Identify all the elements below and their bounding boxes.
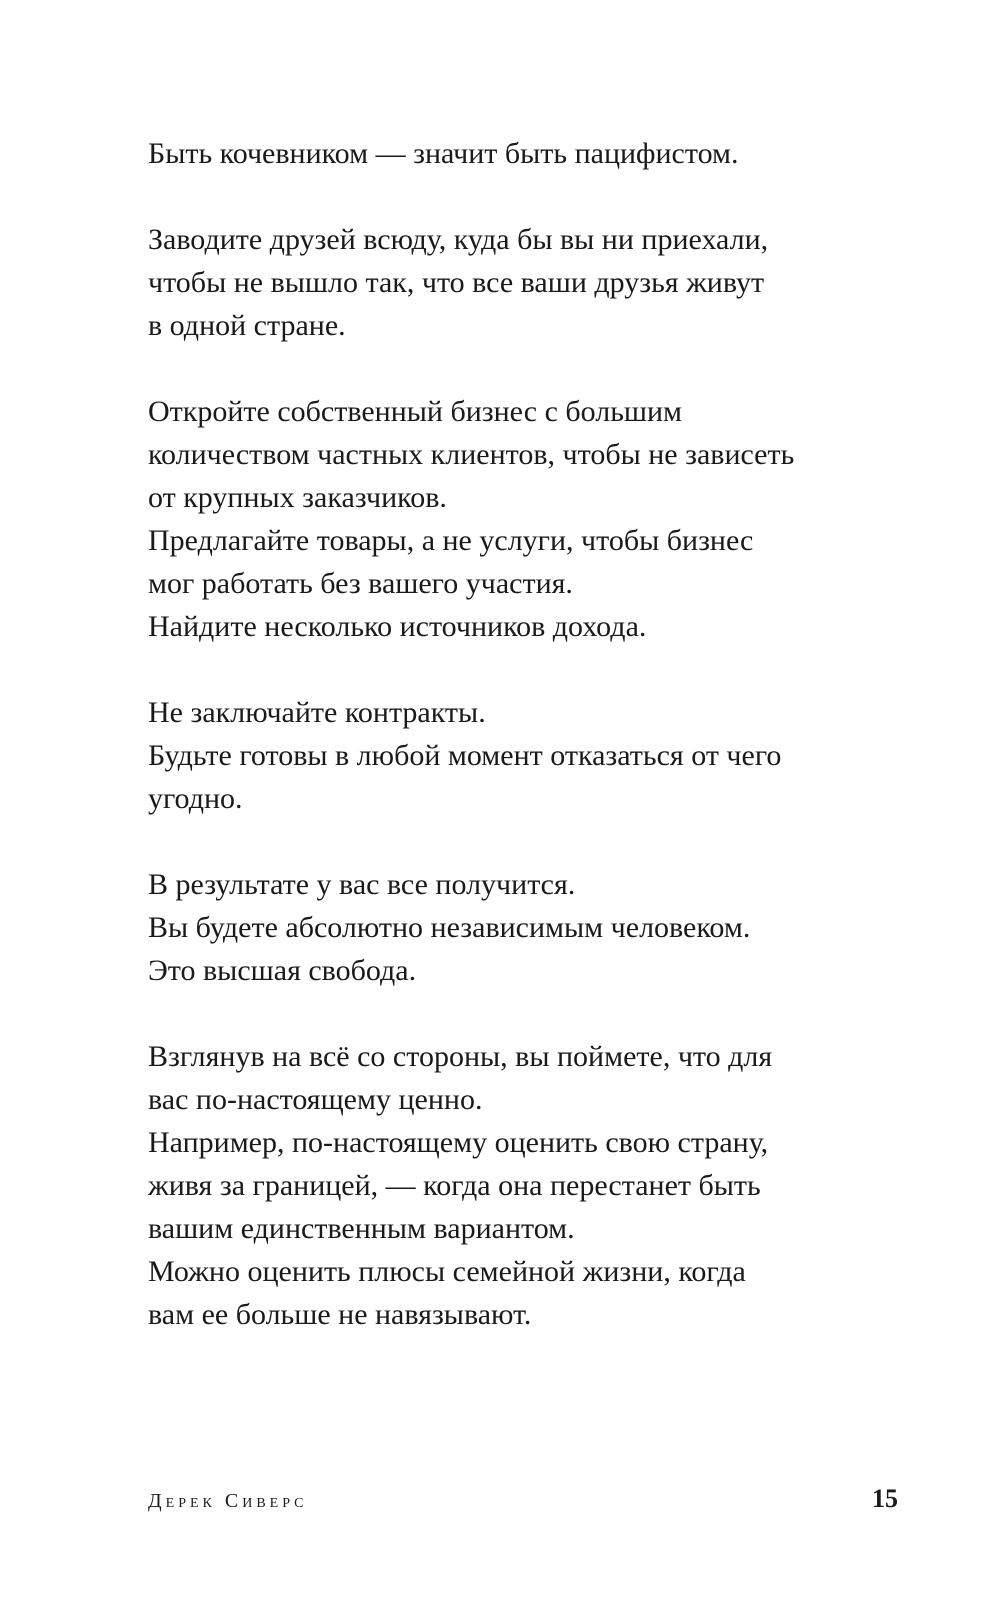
text-line: Предлагайте товары, а не услуги, чтобы бизнес [148, 524, 754, 557]
paragraph-2 [148, 218, 928, 347]
text-line: Будьте готовы в любой момент отказаться от чего [148, 739, 782, 772]
text-line: Не заключайте контракты. [148, 696, 486, 729]
text-line: Заводите друзей всюду, куда бы вы ни приехали, [148, 223, 769, 256]
text-line: Это высшая свобода. [148, 954, 417, 987]
text-line: мог работать без вашего участия. [148, 567, 573, 600]
text-line: чтобы не вышло так, что все ваши друзья живут [148, 266, 765, 299]
paragraph-4 [148, 691, 928, 820]
text-line: Откройте собственный бизнес с большим [148, 395, 683, 428]
paragraph-6 [148, 1035, 928, 1336]
text-line: количеством частных клиентов, чтобы не зависеть [148, 438, 795, 471]
running-footer-author: Дерек Сиверс [148, 1490, 308, 1512]
text-line: живя за границей, — когда она перестанет быть [148, 1169, 761, 1202]
text-line: Найдите несколько источников дохода. [148, 610, 647, 643]
text-line: вашим единственным вариантом. [148, 1212, 575, 1245]
text-line: В результате у вас все получится. [148, 868, 576, 901]
text-line: Быть кочевником — значит быть пацифистом. [148, 137, 739, 170]
text-line: вам ее больше не навязывают. [148, 1298, 532, 1331]
page-number: 15 [872, 1484, 898, 1513]
text-line: вас по-настоящему ценно. [148, 1083, 483, 1116]
text-line: Вы будете абсолютно независимым человеком. [148, 911, 751, 944]
text-line: Можно оценить плюсы семейной жизни, когда [148, 1255, 746, 1288]
paragraph-5 [148, 863, 928, 992]
text-line: от крупных заказчиков. [148, 481, 447, 514]
paragraph-3 [148, 390, 928, 648]
text-line: в одной стране. [148, 309, 346, 342]
text-line: Например, по-настоящему оценить свою страну, [148, 1126, 769, 1159]
text-line: Взглянув на всё со стороны, вы поймете, что для [148, 1040, 773, 1073]
text-line: угодно. [148, 782, 243, 815]
body-text [148, 132, 928, 1379]
paragraph-1 [148, 132, 928, 175]
